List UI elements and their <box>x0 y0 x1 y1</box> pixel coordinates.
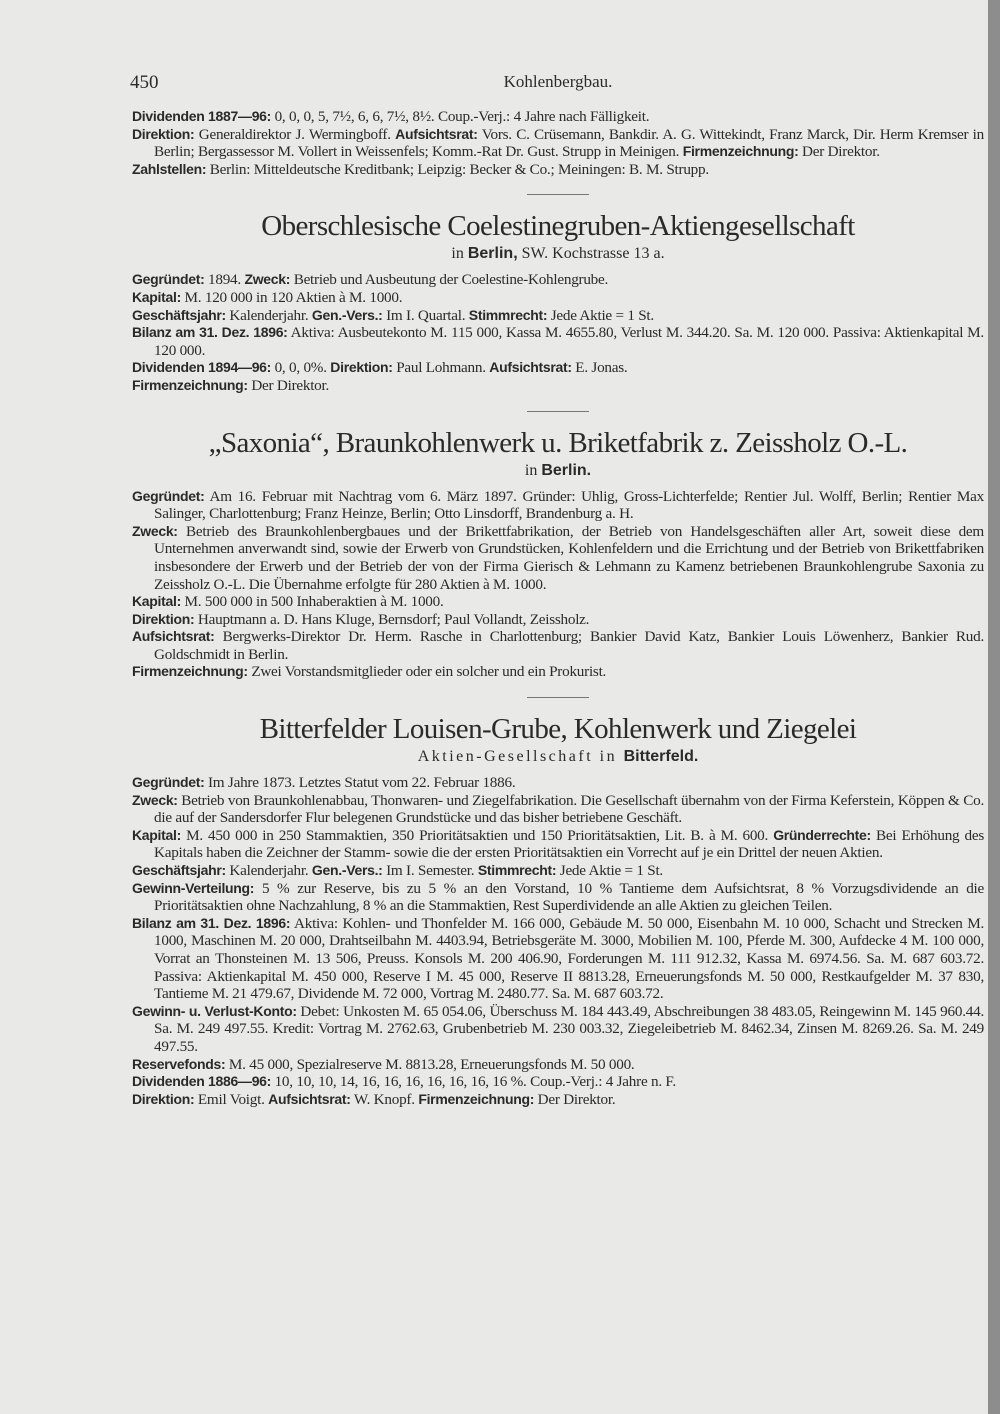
entry-paragraph <box>132 161 984 179</box>
field-text: Aktiva: Ausbeutekonto M. 115 000, Kassa M. 4655.80, Verlust M. 344.20. Sa. M. 120 000. Passiva: Aktienkapital M. 120 000. <box>154 324 984 359</box>
field-text: Kalenderjahr. <box>225 862 312 880</box>
document-page <box>132 72 984 1108</box>
field-text: 5 % zur Reserve, bis zu 5 % an den Vorstand, 10 % Tantieme dem Aufsichtsrat, 8 % Vorzugsdividende an die Prioritätsaktien ohne Nachzahlung, 8 % an die Stammaktien, Rest Superdividende an alle Aktien zu gleichen Teilen. <box>154 879 984 915</box>
company-location <box>132 460 984 482</box>
field-label: Aufsichtsrat: <box>268 1090 351 1107</box>
field-text: Debet: Unkosten M. 65 054.06, Überschuss M. 184 443.49, Abschreibungen 38 483.05, Reingewinn M. 145 960.44. Sa. M. 249 497.55. Kredit: Vortrag M. 2762.63, Grubenbetrieb M. 230 003.32, Ziegeleibetrieb M. 8462.34, Zinsen M. 8269.26. Sa. M. 249 497.55. <box>154 1002 984 1055</box>
field-text: Jede Aktie = 1 St. <box>547 306 654 324</box>
field-label: Zweck: <box>132 522 178 539</box>
entry-paragraph <box>132 324 984 359</box>
field-label: Gegründet: <box>132 774 205 791</box>
company-title: „Saxonia“, Braunkohlenwerk u. Briketfabrik z. Zeissholz O.-L. <box>208 426 908 459</box>
entry-paragraph <box>132 359 984 377</box>
entry-paragraph <box>132 792 984 827</box>
field-label: Gewinn-Verteilung: <box>132 879 255 896</box>
field-text: 0, 0, 0%. <box>271 359 331 377</box>
entry-paragraph <box>132 611 984 629</box>
entry-paragraph <box>132 271 984 289</box>
entry-paragraph <box>132 126 984 161</box>
section-divider <box>527 194 589 195</box>
company-entry <box>132 426 984 682</box>
company-title: Bitterfelder Louisen-Grube, Kohlenwerk und Ziegelei <box>259 713 857 746</box>
company-title: Oberschlesische Coelestinegruben-Aktiengesellschaft <box>261 210 855 243</box>
field-text: Betrieb des Braunkohlenbergbaues und der Brikettfabrikation, der Betrieb von Handelsgeschäften aller Art, soweit diese dem Unternehmen anverwandt sind, sowie der Erwerb von Grundstücken, Kohlenfeldern und die Errichtung und der Betrieb von Brikettfabriken insbesondere der Erwerb und der Betrieb der von der Firma Gierisch & Lehmann zu Kamenz betriebenen Braunkohlengrube Saxonia zu Zeissholz O.-L. Die Übernahme erfolgte für 280 Aktien à M. 1000. <box>154 522 984 593</box>
company-location-text: in <box>451 245 468 263</box>
entry-paragraph <box>132 880 984 915</box>
company-city: Berlin, <box>467 245 518 263</box>
company-location-text: SW. Kochstrasse 13 a. <box>517 245 665 263</box>
field-label: Geschäftsjahr: <box>132 306 226 323</box>
field-label: Zweck: <box>244 271 291 288</box>
entry-paragraph <box>132 915 984 1003</box>
field-label: Zahlstellen: <box>132 160 207 177</box>
field-text: Der Direktor. <box>798 143 880 161</box>
field-text: M. 120 000 in 120 Aktien à M. 1000. <box>180 288 403 306</box>
field-text: Kalenderjahr. <box>225 306 312 324</box>
field-text: Bergwerks-Direktor Dr. Herm. Rasche in Charlottenburg; Bankier David Katz, Bankier Louis Löwenherz, Bankier Rud. Goldschmidt in Berlin. <box>154 628 984 663</box>
field-label: Gen.-Vers.: <box>311 306 383 323</box>
field-text: Aktiva: Kohlen- und Thonfelder M. 166 000, Gebäude M. 50 000, Eisenbahn M. 10 000, Schacht und Strecken M. 1000, Maschinen M. 20 000, Drahtseilbahn M. 4403.94, Betriebsgeräte M. 3000, Mobilien M. 100, Pferde M. 300, Aufdecke 4 M. 100 000, Vorrat an Thonsteinen M. 13 506, Preuss. Konsols M. 200 406.90, Forderungen M. 111 912.32, Kassa M. 6974.56. Sa. M. 687 603.72. Passiva: Aktienkapital M. 450 000, Reserve I M. 45 000, Reserve II 8813.28, Erneuerungsfonds M. 50 000, Restkaufgelder M. 37 830, Tantieme M. 21 479.67, Dividende M. 72 000, Vortrag M. 2480.77. Sa. M. 687 603.72. <box>154 914 984 1003</box>
field-label: Reservefonds: <box>132 1055 226 1072</box>
field-label: Firmenzeichnung: <box>132 376 248 393</box>
field-label: Direktion: <box>132 125 195 142</box>
field-text: Im I. Quartal. <box>382 306 469 324</box>
entry-paragraph <box>132 827 984 862</box>
entry-paragraph <box>132 628 984 663</box>
field-text: M. 500 000 in 500 Inhaberaktien à M. 1000. <box>180 593 444 611</box>
field-label: Gegründet: <box>132 271 205 288</box>
entry-paragraph <box>132 108 984 126</box>
field-text: Im I. Semester. <box>382 862 478 880</box>
field-label: Aufsichtsrat: <box>489 359 572 376</box>
section-divider <box>527 411 589 412</box>
field-label: Bilanz am 31. Dez. 1896: <box>132 324 288 341</box>
field-text: Bei Erhöhung des Kapitals haben die Zeichner der Stamm- sowie die der ersten Prioritätsaktien ein Vorrecht auf je ein Drittel der neuen Aktien. <box>154 826 985 862</box>
field-text: Betrieb und Ausbeutung der Coelestine-Kohlengrube. <box>290 271 609 289</box>
field-text: Am 16. Februar mit Nachtrag vom 6. März 1897. Gründer: Uhlig, Gross-Lichterfelde; Rentier Jul. Wolff, Berlin; Rentier Max Salinger, Charlottenburg; Franz Heinze, Berlin; Otto Linsdorff, Brandenburg a. H. <box>154 487 984 523</box>
field-label: Firmenzeichnung: <box>132 663 248 680</box>
field-label: Gegründet: <box>132 487 205 504</box>
entry-paragraph <box>132 1056 984 1074</box>
intro-section <box>132 108 984 178</box>
field-label: Gewinn- u. Verlust-Konto: <box>132 1002 297 1019</box>
field-label: Gründerrechte: <box>773 826 871 843</box>
entry-paragraph <box>132 1003 984 1056</box>
field-text: Generaldirektor J. Wermingboff. <box>194 125 396 143</box>
field-label: Kapital: <box>132 593 181 610</box>
field-text: Jede Aktie = 1 St. <box>556 862 663 880</box>
page-header <box>132 72 984 108</box>
field-label: Firmenzeichnung: <box>418 1090 535 1107</box>
company-location-text: in <box>524 461 542 479</box>
company-city: Berlin. <box>541 461 592 479</box>
field-label: Dividenden 1887—96: <box>132 108 272 124</box>
entry-paragraph <box>132 862 984 880</box>
field-label: Geschäftsjahr: <box>132 862 226 879</box>
field-text: E. Jonas. <box>571 359 628 377</box>
field-label: Direktion: <box>132 1090 195 1107</box>
field-label: Dividenden 1886—96: <box>132 1073 272 1090</box>
entry-paragraph <box>132 774 984 792</box>
company-location <box>132 746 984 768</box>
field-label: Bilanz am 31. Dez. 1896: <box>132 914 291 931</box>
running-title: Kohlenbergbau. <box>503 72 613 91</box>
field-label: Direktion: <box>330 359 393 376</box>
field-text: Im Jahre 1873. Letztes Statut vom 22. Februar 1886. <box>204 774 516 792</box>
field-label: Stimmrecht: <box>468 306 548 323</box>
entry-paragraph <box>132 663 984 681</box>
field-label: Aufsichtsrat: <box>132 628 215 645</box>
field-text: Zwei Vorstandsmitglieder oder ein solcher und ein Prokurist. <box>247 663 607 681</box>
section-divider <box>527 697 589 698</box>
field-label: Kapital: <box>132 826 181 843</box>
field-text: W. Knopf. <box>350 1090 419 1108</box>
field-text: Der Direktor. <box>247 376 330 394</box>
field-label: Aufsichtsrat: <box>395 125 478 142</box>
page-number: 450 <box>130 72 159 93</box>
field-label: Gen.-Vers.: <box>311 862 383 879</box>
scan-edge <box>988 0 1000 1414</box>
company-location <box>132 243 984 265</box>
field-text: 1894. <box>204 271 245 289</box>
field-text: Hauptmann a. D. Hans Kluge, Bernsdorf; Paul Vollandt, Zeissholz. <box>194 610 590 628</box>
company-entry <box>132 712 984 1108</box>
field-text: Emil Voigt. <box>194 1090 269 1108</box>
entry-paragraph <box>132 377 984 395</box>
field-text: 0, 0, 0, 5, 7½, 6, 6, 7½, 8½. Coup.-Verj.: 4 Jahre nach Fälligkeit. <box>271 108 650 125</box>
company-location-text: Aktien-Gesellschaft in <box>417 748 624 766</box>
companies <box>132 194 984 1108</box>
entry-paragraph <box>132 307 984 325</box>
field-text: Paul Lohmann. <box>392 359 490 377</box>
field-text: Der Direktor. <box>534 1090 616 1108</box>
field-text: Berlin: Mitteldeutsche Kreditbank; Leipzig: Becker & Co.; Meiningen: B. M. Strupp. <box>206 160 709 178</box>
company-entry <box>132 209 984 394</box>
field-text: Betrieb von Braunkohlenabbau, Thonwaren- und Ziegelfabrikation. Die Gesellschaft übernahm von der Firma Keferstein, Köppen & Co. die auf der Sandersdorfer Flur belegenen Grundstücke und das bisher betriebene Geschäft. <box>154 791 984 827</box>
field-text: M. 45 000, Spezialreserve M. 8813.28, Erneuerungsfonds M. 50 000. <box>225 1055 635 1073</box>
field-label: Stimmrecht: <box>477 862 557 879</box>
company-city: Bitterfeld. <box>623 748 699 766</box>
entry-paragraph <box>132 289 984 307</box>
field-label: Dividenden 1894—96: <box>132 359 272 376</box>
field-text: 10, 10, 10, 14, 16, 16, 16, 16, 16, 16, 16 %. Coup.-Verj.: 4 Jahre n. F. <box>271 1073 676 1091</box>
field-label: Direktion: <box>132 610 195 627</box>
field-text: M. 450 000 in 250 Stammaktien, 350 Prioritätsaktien und 150 Prioritätsaktien, Lit. B. à M. 600. <box>180 826 774 844</box>
field-label: Firmenzeichnung: <box>682 143 799 160</box>
entry-paragraph <box>132 488 984 523</box>
entry-paragraph <box>132 1091 984 1109</box>
field-text: Vors. C. Crüsemann, Bankdir. A. G. Wittekindt, Franz Marck, Dir. Herm Kremser in Berlin; Bergassessor M. Vollert in Weissenfels; Komm.-Rat Dr. Gust. Strupp in Meinigen. <box>154 125 984 161</box>
field-label: Zweck: <box>132 791 178 808</box>
entry-paragraph <box>132 593 984 611</box>
field-label: Kapital: <box>132 288 181 305</box>
entry-paragraph <box>132 1073 984 1091</box>
entry-paragraph <box>132 523 984 593</box>
